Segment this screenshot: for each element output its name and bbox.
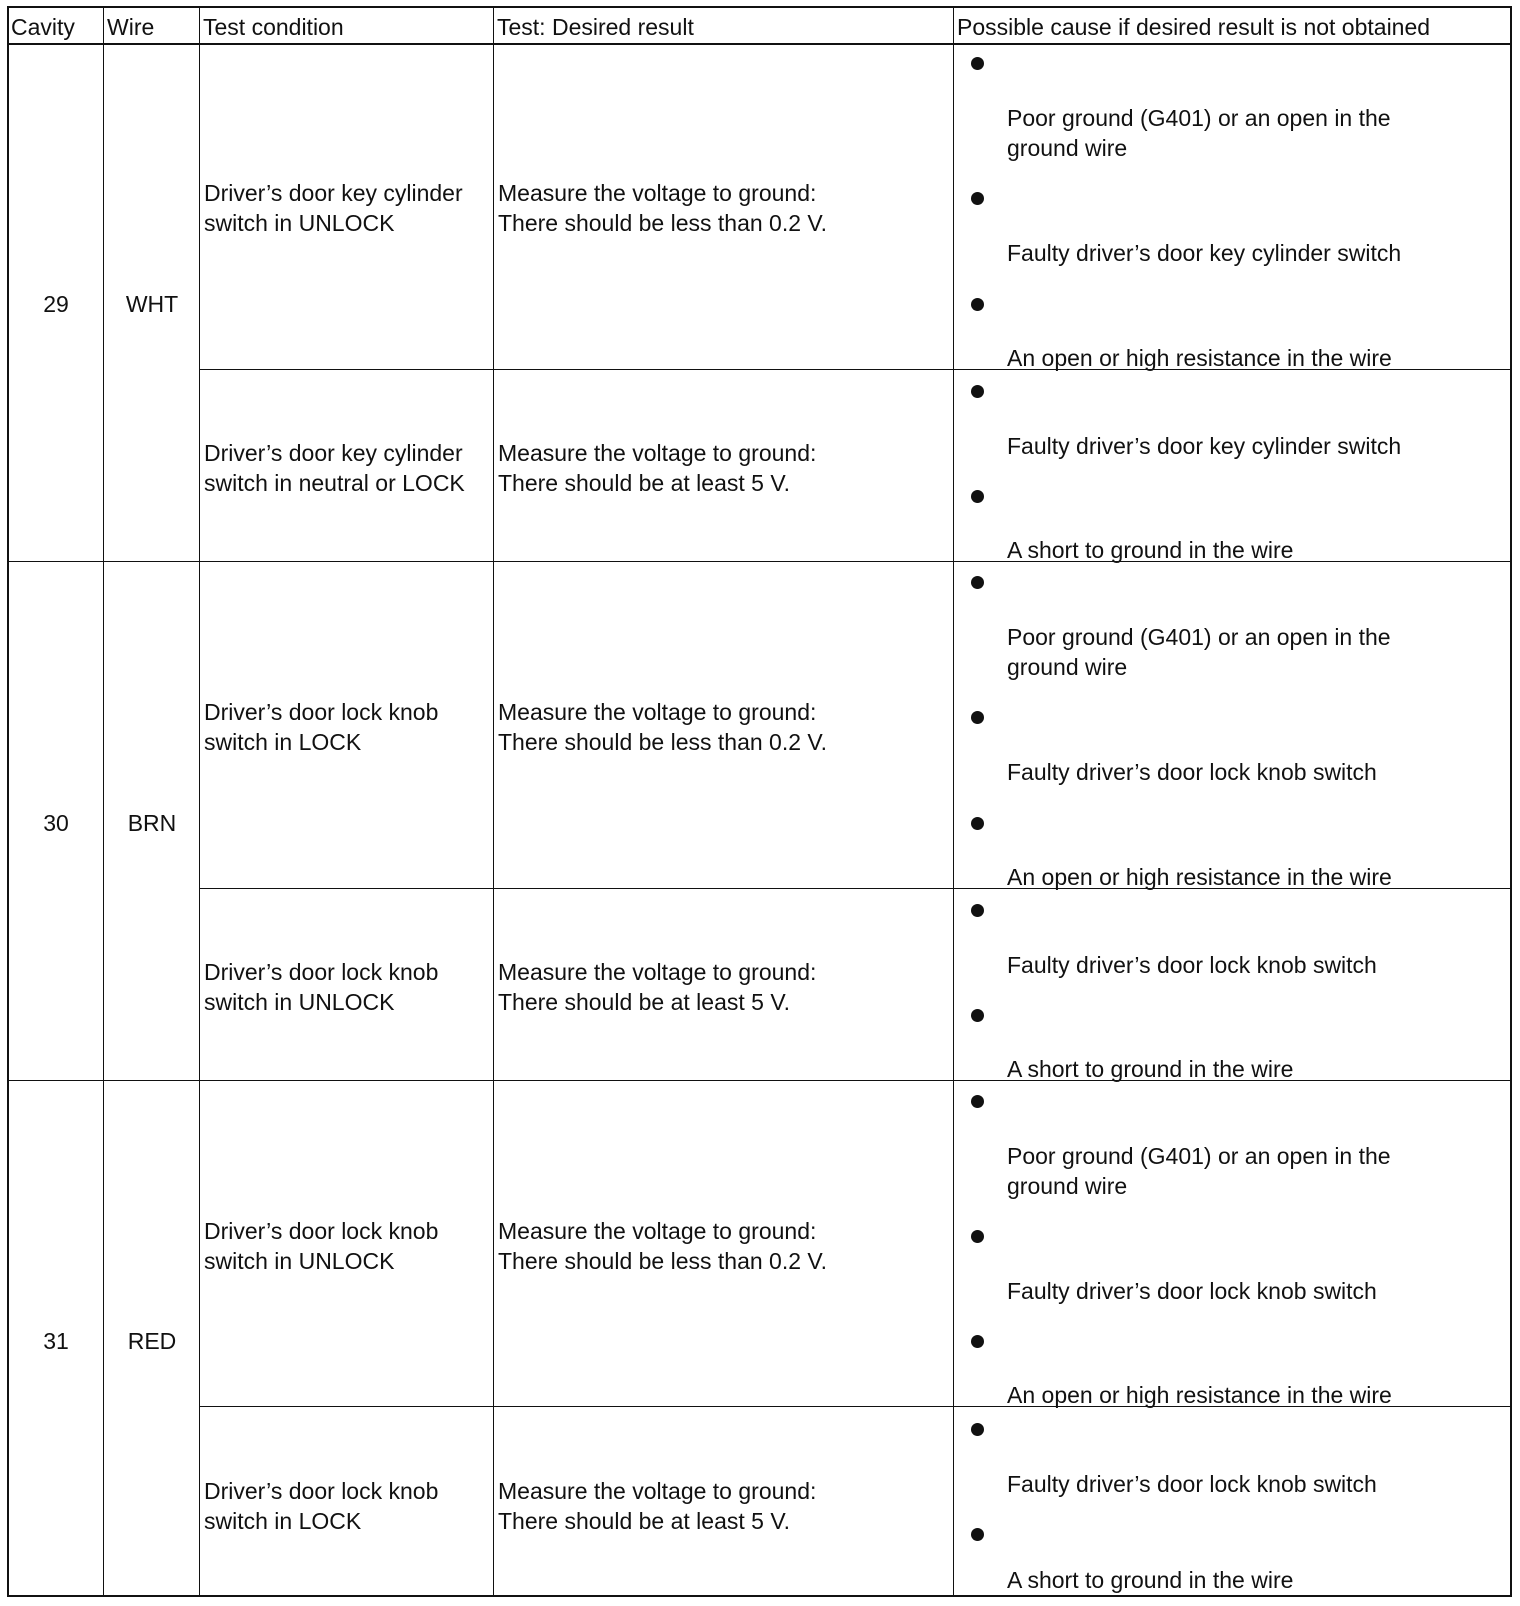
divider-result-cause — [953, 8, 954, 1595]
possible-cause: ground wire — [1007, 654, 1128, 680]
possible-cause: Faulty driver’s door lock knob switch — [1007, 759, 1377, 785]
test-condition: switch in neutral or LOCK — [204, 470, 465, 496]
test-condition: Driver’s door lock knob — [204, 1478, 439, 1504]
divider-condition-result — [493, 8, 494, 1595]
desired-result: Measure the voltage to ground: — [498, 1218, 817, 1244]
desired-result: Measure the voltage to ground: — [498, 440, 817, 466]
possible-cause: ground wire — [1007, 135, 1128, 161]
header-desired-result: Test: Desired result — [497, 14, 694, 40]
header-rule — [9, 43, 1510, 45]
test-condition: switch in LOCK — [204, 729, 362, 755]
desired-result: There should be at least 5 V. — [498, 470, 790, 496]
possible-cause: ground wire — [1007, 1173, 1128, 1199]
header-possible-cause: Possible cause if desired result is not obtained — [957, 14, 1431, 40]
bullet-icon — [971, 711, 984, 724]
desired-result: There should be at least 5 V. — [498, 989, 790, 1015]
test-condition: switch in UNLOCK — [204, 210, 395, 236]
divider-cavity-wire — [103, 8, 104, 1595]
possible-cause: A short to ground in the wire — [1007, 1567, 1294, 1593]
possible-cause: An open or high resistance in the wire — [1007, 345, 1392, 371]
bullet-icon — [971, 298, 984, 311]
header-test-condition: Test condition — [203, 14, 344, 40]
desired-result: Measure the voltage to ground: — [498, 180, 817, 206]
possible-cause: Poor ground (G401) or an open in the — [1007, 105, 1391, 131]
diagnostic-table — [7, 6, 1512, 1597]
wire-color: WHT — [125, 291, 179, 317]
bullet-icon — [971, 192, 984, 205]
bullet-icon — [971, 57, 984, 70]
possible-cause: An open or high resistance in the wire — [1007, 864, 1392, 890]
possible-cause: Faulty driver’s door key cylinder switch — [1007, 433, 1402, 459]
wire-color: RED — [127, 1328, 177, 1354]
possible-cause: A short to ground in the wire — [1007, 1056, 1294, 1082]
header-wire: Wire — [107, 14, 155, 40]
bullet-icon — [971, 385, 984, 398]
desired-result: Measure the voltage to ground: — [498, 959, 817, 985]
test-condition: switch in UNLOCK — [204, 1248, 395, 1274]
possible-cause: Faulty driver’s door lock knob switch — [1007, 1278, 1377, 1304]
possible-cause: Faulty driver’s door lock knob switch — [1007, 1471, 1377, 1497]
bullet-icon — [971, 1095, 984, 1108]
cavity-number: 31 — [43, 1328, 69, 1354]
possible-cause: An open or high resistance in the wire — [1007, 1382, 1392, 1408]
bullet-icon — [971, 1528, 984, 1541]
bullet-icon — [971, 1009, 984, 1022]
divider-wire-condition — [199, 8, 200, 1595]
possible-cause: Poor ground (G401) or an open in the — [1007, 624, 1391, 650]
desired-result: There should be less than 0.2 V. — [498, 210, 828, 236]
test-condition: Driver’s door lock knob — [204, 1218, 439, 1244]
bullet-icon — [971, 1230, 984, 1243]
test-condition: Driver’s door lock knob — [204, 699, 439, 725]
desired-result: There should be less than 0.2 V. — [498, 729, 828, 755]
possible-cause: Faulty driver’s door key cylinder switch — [1007, 240, 1402, 266]
test-condition: Driver’s door key cylinder — [204, 180, 463, 206]
test-condition: switch in LOCK — [204, 1508, 362, 1534]
bullet-icon — [971, 817, 984, 830]
test-condition: switch in UNLOCK — [204, 989, 395, 1015]
bullet-icon — [971, 1423, 984, 1436]
wire-color: BRN — [127, 810, 177, 836]
bullet-icon — [971, 1335, 984, 1348]
desired-result: There should be at least 5 V. — [498, 1508, 790, 1534]
header-cavity: Cavity — [11, 14, 75, 40]
desired-result: There should be less than 0.2 V. — [498, 1248, 828, 1274]
bullet-icon — [971, 904, 984, 917]
desired-result: Measure the voltage to ground: — [498, 699, 817, 725]
cavity-number: 30 — [43, 810, 69, 836]
bullet-icon — [971, 576, 984, 589]
possible-cause: Poor ground (G401) or an open in the — [1007, 1143, 1391, 1169]
possible-cause: Faulty driver’s door lock knob switch — [1007, 952, 1377, 978]
bullet-icon — [971, 490, 984, 503]
possible-cause: A short to ground in the wire — [1007, 537, 1294, 563]
test-condition: Driver’s door key cylinder — [204, 440, 463, 466]
desired-result: Measure the voltage to ground: — [498, 1478, 817, 1504]
test-condition: Driver’s door lock knob — [204, 959, 439, 985]
cavity-number: 29 — [43, 291, 69, 317]
